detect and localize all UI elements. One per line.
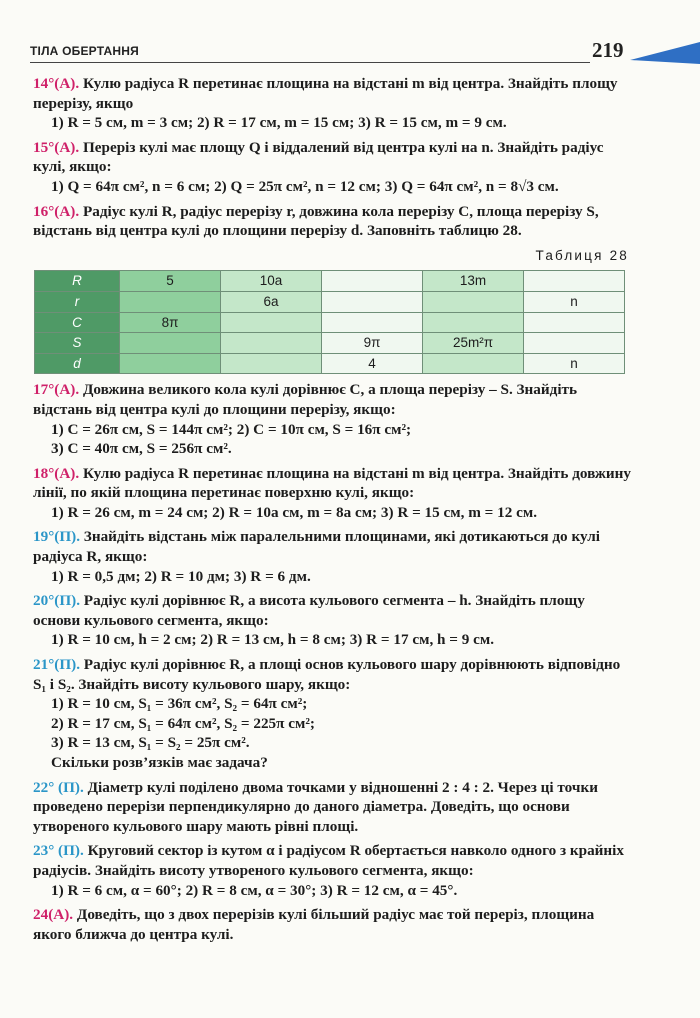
table-cell: 5 xyxy=(120,271,221,292)
table-cell xyxy=(322,312,423,333)
problem-options: 1) R = 6 см, α = 60°; 2) R = 8 см, α = 30°; 3) R = 12 см, α = 45°. xyxy=(51,881,458,899)
problem-number: 18°(А). xyxy=(33,464,80,482)
table-row xyxy=(35,353,625,374)
problem-options: 1) R = 0,5 дм; 2) R = 10 дм; 3) R = 6 дм. xyxy=(51,567,311,585)
table-cell xyxy=(423,291,524,312)
row-header: d xyxy=(35,353,120,374)
data-table xyxy=(34,270,625,374)
table-cell: 13m xyxy=(423,271,524,292)
row-header: R xyxy=(35,271,120,292)
problem-19 xyxy=(33,527,633,586)
problem-options: 1) C = 26π см, S = 144π см²; 2) C = 10π см, S = 16π см²; xyxy=(51,420,412,438)
table-cell xyxy=(524,271,625,292)
problem-text: Круговий сектор із кутом α і радіусом R обертається навколо одного з крайніх радіусів. Знайдіть висоту утвореного кульового сегмента, якщо: xyxy=(33,842,624,879)
page-number: 219 xyxy=(592,38,624,62)
problem-options: 1) R = 10 см, S₁ = 36π см², S₂ = 64π см²; xyxy=(51,695,308,713)
problem-number: 17°(А). xyxy=(33,381,80,399)
page-header xyxy=(30,30,670,64)
problem-15 xyxy=(33,138,633,197)
problem-text: Доведіть, що з двох перерізів кулі більший радіус має той переріз, площина якого ближча до центра кулі. xyxy=(33,906,595,943)
table-cell xyxy=(524,333,625,354)
problem-options: 3) C = 40π см, S = 256π см². xyxy=(51,440,232,458)
row-header: S xyxy=(35,333,120,354)
problem-24 xyxy=(33,905,633,944)
row-header: C xyxy=(35,312,120,333)
problem-options: 1) R = 10 см, h = 2 см; 2) R = 13 см, h = 8 см; 3) R = 17 см, h = 9 см. xyxy=(51,631,495,649)
problem-number: 21°(П). xyxy=(33,656,80,674)
page-content xyxy=(33,74,633,949)
problem-number: 22° (П). xyxy=(33,778,84,796)
table-cell xyxy=(120,291,221,312)
table-cell: 8π xyxy=(120,312,221,333)
table-28 xyxy=(33,270,633,374)
problem-16 xyxy=(33,202,633,241)
table-row xyxy=(35,312,625,333)
problem-number: 20°(П). xyxy=(33,592,80,610)
row-header: r xyxy=(35,291,120,312)
chapter-title: ТІЛА ОБЕРТАННЯ xyxy=(30,44,139,58)
table-cell: 9π xyxy=(322,333,423,354)
table-cell xyxy=(423,353,524,374)
table-cell: 25m²π xyxy=(423,333,524,354)
problem-number: 23° (П). xyxy=(33,842,84,860)
table-row xyxy=(35,271,625,292)
problem-question: Скільки розв’язків має задача? xyxy=(51,754,268,771)
table-row xyxy=(35,333,625,354)
table-cell: n xyxy=(524,291,625,312)
table-cell xyxy=(120,353,221,374)
problem-22 xyxy=(33,778,633,837)
problem-text: Довжина великого кола кулі дорівнює C, а площа перерізу – S. Знайдіть відстань від центра кулі до площини перерізу, якщо: xyxy=(33,381,578,418)
problem-number: 15°(А). xyxy=(33,138,80,156)
problem-17 xyxy=(33,380,633,458)
problem-text: Радіус кулі дорівнює R, а висота кульового сегмента – h. Знайдіть площу основи кульового сегмента, якщо: xyxy=(33,592,585,629)
table-cell: 10a xyxy=(221,271,322,292)
header-wedge-icon xyxy=(630,30,700,70)
table-cell xyxy=(423,312,524,333)
table-caption: Таблиця 28 xyxy=(535,247,629,263)
problem-number: 24(А). xyxy=(33,906,74,924)
problem-options: 2) R = 17 см, S₁ = 64π см², S₂ = 225π см²; xyxy=(51,714,315,732)
problem-number: 14°(А). xyxy=(33,75,80,92)
problem-options: 1) R = 26 см, m = 24 см; 2) R = 10a см, m = 8a см; 3) R = 15 см, m = 12 см. xyxy=(51,503,537,521)
problem-text: Радіус кулі дорівнює R, а площі основ кульового шару дорівнюють відповідно S₁ і S₂. Знайдіть висоту кульового шару, якщо: xyxy=(33,656,621,693)
problem-text: Кулю радіуса R перетинає площина на відстані m від центра. Знайдіть довжину лінії, по якій площина перетинає поверхню кулі, якщо: xyxy=(33,464,631,502)
table-cell: 4 xyxy=(322,353,423,374)
table-cell xyxy=(221,353,322,374)
table-cell xyxy=(524,312,625,333)
table-row xyxy=(35,291,625,312)
table-cell: 6a xyxy=(221,291,322,312)
problem-text: Діаметр кулі поділено двома точками у відношенні 2 : 4 : 2. Через ці точки проведено перерізи перпендикулярно до даного діаметра. Доведіть, що основи утвореного кульового шару мають рівні площі. xyxy=(33,778,598,835)
table-cell: n xyxy=(524,353,625,374)
problem-20 xyxy=(33,591,633,650)
table-cell xyxy=(221,312,322,333)
header-rule xyxy=(30,62,590,63)
problem-23 xyxy=(33,841,633,900)
problem-text: Радіус кулі R, радіус перерізу r, довжина кола перерізу C, площа перерізу S, відстань від центра кулі до площини перерізу d. Заповніть таблицю 28. xyxy=(33,202,599,240)
problem-text: Кулю радіуса R перетинає площина на відстані m від центра. Знайдіть площу перерізу, якщо xyxy=(33,75,618,112)
table-cell xyxy=(120,333,221,354)
problem-14 xyxy=(33,74,633,133)
problem-number: 19°(П). xyxy=(33,528,80,546)
problem-options: 1) Q = 64π см², n = 6 см; 2) Q = 25π см², n = 12 см; 3) Q = 64π см², n = 8√3 см. xyxy=(51,177,559,195)
problem-21 xyxy=(33,655,633,773)
table-cell xyxy=(322,291,423,312)
problem-options: 1) R = 5 см, m = 3 см; 2) R = 17 см, m = 15 см; 3) R = 15 см, m = 9 см. xyxy=(51,114,507,132)
problem-options: 3) R = 13 см, S₁ = S₂ = 25π см². xyxy=(51,734,250,752)
table-cell xyxy=(322,271,423,292)
problem-text: Знайдіть відстань між паралельними площинами, які дотикаються до кулі радіуса R, якщо: xyxy=(33,528,600,566)
problem-18 xyxy=(33,464,633,523)
problem-number: 16°(А). xyxy=(33,202,80,220)
problem-text: Переріз кулі має площу Q і віддалений від центра кулі на n. Знайдіть радіус кулі, якщо: xyxy=(33,138,604,176)
table-cell xyxy=(221,333,322,354)
